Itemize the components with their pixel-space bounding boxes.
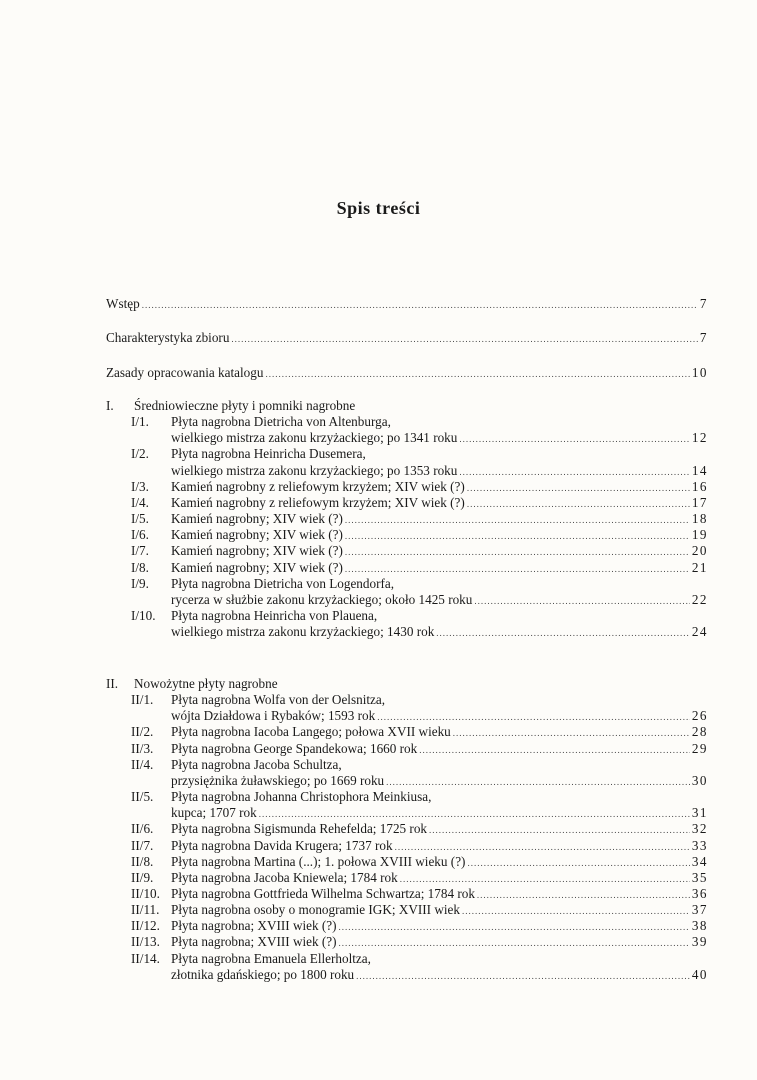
entry-title-line: Płyta nagrobna Johanna Christophora Meinkiusa, [171, 789, 432, 805]
entry-title-line: Płyta nagrobna Heinricha von Plauena, [171, 607, 378, 623]
toc-entry[interactable] [131, 934, 708, 950]
entry-number: I/10. [131, 607, 156, 623]
entry-title-line: wielkiego mistrza zakonu krzyżackiego; po 1353 roku [171, 462, 458, 478]
entry-title-line: wielkiego mistrza zakonu krzyżackiego; po 1341 roku [171, 430, 458, 446]
entry-number: II/8. [131, 853, 154, 869]
dot-leader [467, 855, 689, 871]
section-heading-text: Średniowieczne płyty i pomniki nagrobne [134, 398, 356, 413]
dot-leader [477, 887, 690, 903]
toc-entry-line[interactable] [131, 951, 708, 967]
dot-leader [142, 297, 698, 313]
dot-leader [345, 528, 690, 544]
toc-entry[interactable] [131, 560, 708, 576]
dot-leader [429, 822, 690, 838]
toc-page-number: 40 [691, 966, 708, 982]
entry-title: Płyta nagrobna osoby o monogramie IGK; XVIII wiek [171, 902, 460, 918]
toc-entry[interactable] [131, 495, 708, 511]
entry-title-line: kupca; 1707 rok [171, 805, 257, 821]
entry-number: I/6. [131, 527, 149, 543]
toc-entry[interactable] [106, 296, 708, 312]
toc-entry[interactable] [131, 870, 708, 886]
entry-number: I/4. [131, 494, 149, 510]
entry-number: II/2. [131, 724, 154, 740]
toc-page-number: 21 [691, 559, 708, 575]
toc-entry[interactable] [131, 821, 708, 837]
toc-page-number: 19 [691, 527, 708, 543]
entry-number: I/2. [131, 446, 149, 462]
toc-entry-title: Wstęp [106, 296, 140, 311]
page-title: Spis treści [336, 198, 421, 218]
dot-leader [356, 968, 690, 984]
toc-entry[interactable] [106, 365, 708, 381]
toc-entry[interactable] [106, 330, 708, 346]
toc-page-number: 30 [691, 772, 708, 788]
entry-number: I/9. [131, 575, 149, 591]
toc-page-number: 22 [691, 591, 708, 607]
entry-title: Płyta nagrobna George Spandekowa; 1660 rok [171, 740, 418, 756]
entry-title: Kamień nagrobny; XIV wiek (?) [171, 559, 343, 575]
toc-page-number: 37 [691, 902, 708, 918]
entry-number: II/13. [131, 934, 160, 950]
toc-entry[interactable] [171, 708, 708, 724]
toc-page-number: 10 [691, 365, 708, 380]
entry-number: II/11. [131, 902, 160, 918]
entry-title: Płyta nagrobna Martina (...); 1. połowa XVIII wieku (?) [171, 853, 466, 869]
entry-title-line: rycerza w służbie zakonu krzyżackiego; około 1425 roku [171, 591, 473, 607]
entry-number: I/5. [131, 511, 149, 527]
toc-entry[interactable] [171, 624, 708, 640]
entry-title-line: Płyta nagrobna Dietricha von Altenburga, [171, 414, 391, 430]
toc-page-number: 28 [691, 724, 708, 740]
entry-number: II/9. [131, 869, 154, 885]
entry-number: I/1. [131, 414, 149, 430]
dot-leader [419, 742, 690, 758]
section-heading-text: Nowożytne płyty nagrobne [134, 676, 278, 691]
toc-page-number: 36 [691, 885, 708, 901]
dot-leader [345, 544, 690, 560]
entry-title: Płyta nagrobna Iacoba Langego; połowa XVII wieku [171, 724, 451, 740]
entry-number: I/7. [131, 543, 149, 559]
entry-title: Płyta nagrobna Sigismunda Rehefelda; 1725 rok [171, 821, 428, 837]
toc-page-number: 39 [691, 934, 708, 950]
toc-page-number: 26 [691, 708, 708, 724]
toc-page-number: 7 [699, 330, 708, 345]
dot-leader [377, 709, 690, 725]
toc-entry[interactable] [131, 854, 708, 870]
entry-title-line: Płyta nagrobna Dietricha von Logendorfa, [171, 575, 395, 591]
toc-entry-title: Charakterystyka zbioru [106, 330, 230, 345]
dot-leader [345, 561, 690, 577]
toc-page-number: 17 [691, 494, 708, 510]
toc-entry[interactable] [171, 773, 708, 789]
dot-leader [265, 366, 689, 382]
entry-title-line: wójta Działdowa i Rybaków; 1593 rok [171, 708, 376, 724]
entry-number: II/7. [131, 837, 154, 853]
toc-page-number: 14 [691, 462, 708, 478]
toc-page-number: 38 [691, 918, 708, 934]
toc-page-number: 32 [691, 821, 708, 837]
entry-title: Płyta nagrobna; XVIII wiek (?) [171, 918, 337, 934]
toc-entry-title: Zasady opracowania katalogu [106, 365, 264, 380]
dot-leader [436, 625, 690, 641]
toc-page-number: 33 [691, 837, 708, 853]
toc-page-number: 31 [691, 805, 708, 821]
entry-title: Kamień nagrobny; XIV wiek (?) [171, 543, 343, 559]
entry-number: II/10. [131, 885, 160, 901]
dot-leader [259, 806, 690, 822]
entry-number: II/12. [131, 918, 160, 934]
entry-title: Płyta nagrobna; XVIII wiek (?) [171, 934, 337, 950]
dot-leader [386, 774, 690, 790]
entry-title: Kamień nagrobny z reliefowym krzyżem; XIV wiek (?) [171, 494, 465, 510]
toc-page-number: 16 [691, 478, 708, 494]
entry-number: II/3. [131, 740, 154, 756]
entry-title-line: wielkiego mistrza zakonu krzyżackiego; 1430 rok [171, 624, 435, 640]
dot-leader [400, 871, 690, 887]
entry-title-line: Płyta nagrobna Emanuela Ellerholtza, [171, 950, 371, 966]
dot-leader [395, 839, 690, 855]
toc-entry[interactable] [131, 886, 708, 902]
toc-entry[interactable] [171, 967, 708, 983]
toc-entry[interactable] [131, 527, 708, 543]
entry-title: Płyta nagrobna Davida Krugera; 1737 rok [171, 837, 393, 853]
toc-entry[interactable] [131, 918, 708, 934]
entry-title: Kamień nagrobny; XIV wiek (?) [171, 527, 343, 543]
entry-title: Płyta nagrobna Jacoba Kniewela; 1784 rok [171, 869, 398, 885]
toc-entry[interactable] [131, 511, 708, 527]
entry-number: I/8. [131, 559, 149, 575]
toc-entry-line[interactable] [131, 757, 708, 773]
entry-title: Płyta nagrobna Gottfrieda Wilhelma Schwartza; 1784 rok [171, 885, 475, 901]
dot-leader [459, 431, 689, 447]
toc-entry[interactable] [171, 430, 708, 446]
toc-entry[interactable] [131, 902, 708, 918]
entry-number: II/1. [131, 692, 154, 708]
entry-title: Kamień nagrobny z reliefowym krzyżem; XIV wiek (?) [171, 478, 465, 494]
toc-page-number: 34 [691, 853, 708, 869]
entry-title-line: Płyta nagrobna Heinricha Dusemera, [171, 446, 366, 462]
toc-entry[interactable] [131, 724, 708, 740]
dot-leader [467, 496, 690, 512]
entry-number: II/4. [131, 756, 154, 772]
toc-entry-line[interactable] [131, 446, 708, 462]
dot-leader [339, 919, 690, 935]
entry-number: II/5. [131, 789, 154, 805]
toc-page-number: 20 [691, 543, 708, 559]
entry-number: II/6. [131, 821, 154, 837]
toc-entry[interactable] [171, 805, 708, 821]
dot-leader [453, 725, 690, 741]
toc-page-number: 12 [691, 430, 708, 446]
entry-title-line: Płyta nagrobna Wolfa von der Oelsnitza, [171, 692, 386, 708]
entry-title-line: Płyta nagrobna Jacoba Schultza, [171, 756, 342, 772]
toc-entry[interactable] [171, 463, 708, 479]
section-number: II. [106, 676, 119, 691]
toc-entry[interactable] [131, 838, 708, 854]
toc-entry[interactable] [131, 543, 708, 559]
dot-leader [231, 331, 697, 347]
toc-entry[interactable] [171, 592, 708, 608]
entry-title-line: przysiężnika żuławskiego; po 1669 roku [171, 772, 385, 788]
toc-entry-line[interactable] [131, 692, 708, 708]
dot-leader [474, 593, 689, 609]
entry-title: Kamień nagrobny; XIV wiek (?) [171, 511, 343, 527]
toc-page-number: 24 [691, 624, 708, 640]
toc-entry-line[interactable] [131, 414, 708, 430]
toc-page-number: 18 [691, 511, 708, 527]
entry-number: II/14. [131, 950, 160, 966]
section-number: I. [106, 398, 114, 413]
dot-leader [467, 480, 690, 496]
dot-leader [345, 512, 690, 528]
dot-leader [462, 903, 690, 919]
entry-title-line: złotnika gdańskiego; po 1800 roku [171, 966, 355, 982]
toc-page-number: 35 [691, 869, 708, 885]
entry-number: I/3. [131, 478, 149, 494]
toc-section-heading[interactable] [106, 676, 708, 692]
toc-entry-line[interactable] [131, 576, 708, 592]
dot-leader [459, 464, 689, 480]
toc-entry[interactable] [131, 741, 708, 757]
dot-leader [339, 935, 690, 951]
toc-page-number: 7 [699, 296, 708, 311]
toc-entry[interactable] [131, 479, 708, 495]
toc-page-number: 29 [691, 740, 708, 756]
toc-entry-line[interactable] [131, 608, 708, 624]
toc-section-heading[interactable] [106, 398, 708, 414]
toc-entry-line[interactable] [131, 789, 708, 805]
